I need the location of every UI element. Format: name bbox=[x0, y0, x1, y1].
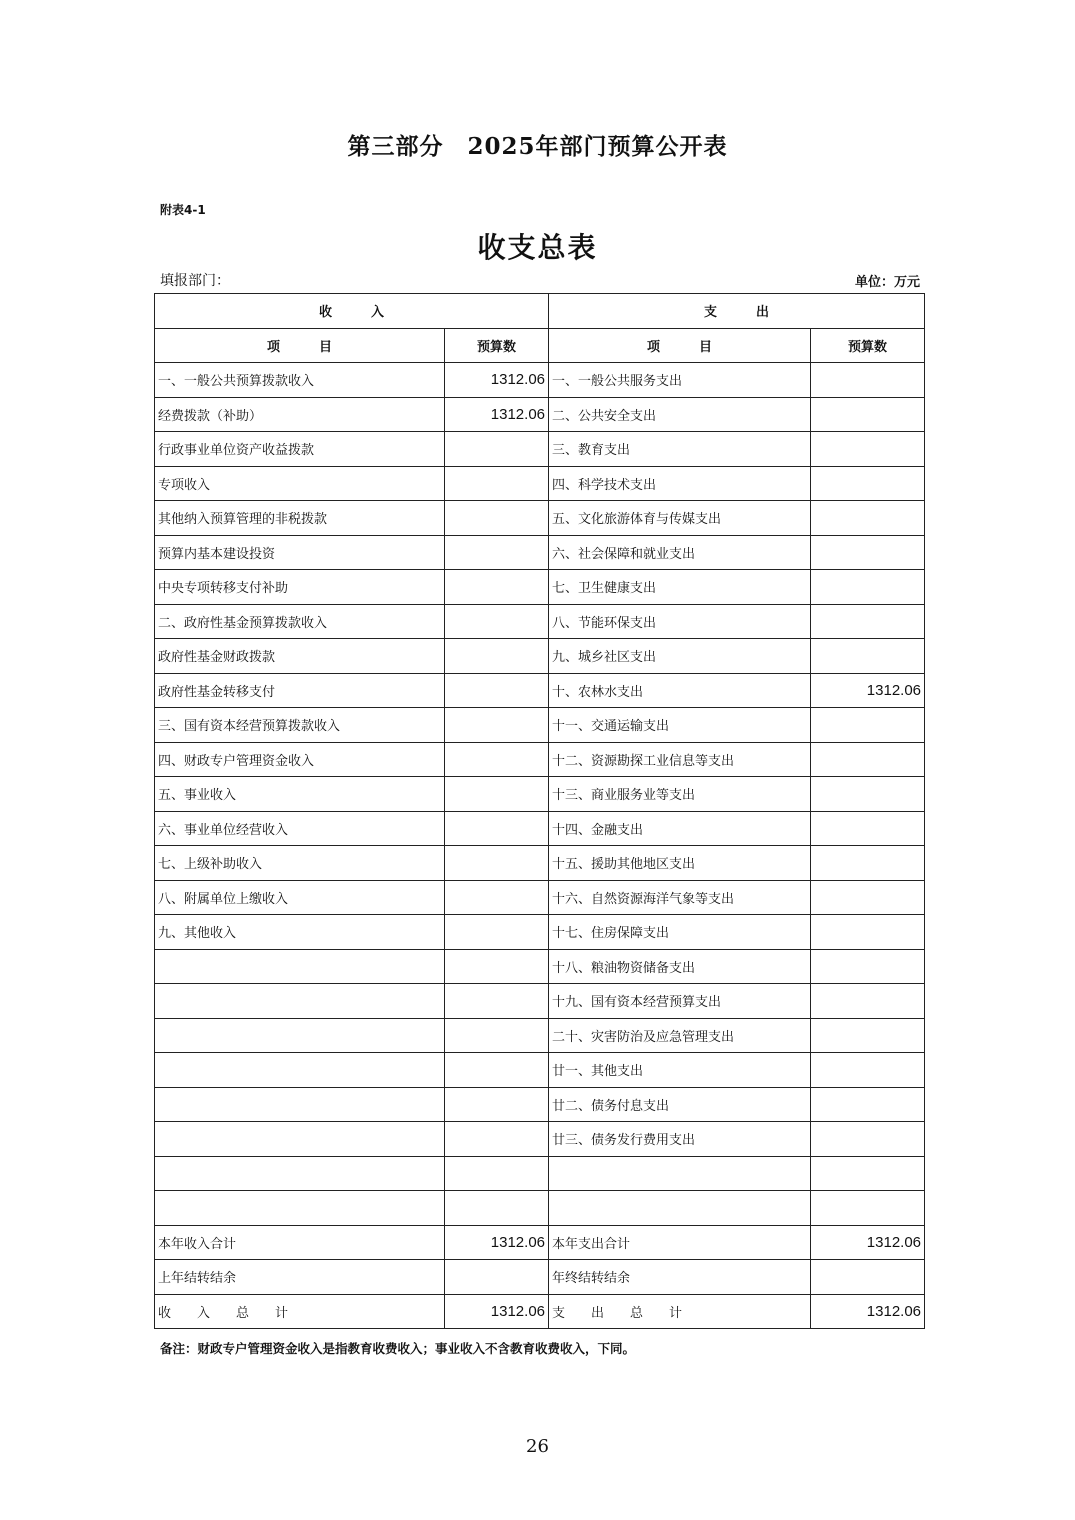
income-amount-cell bbox=[445, 708, 549, 743]
income-item-cell bbox=[155, 1018, 445, 1053]
income-item-cell: 上年结转结余 bbox=[155, 1260, 445, 1295]
expense-item-cell: 一、一般公共服务支出 bbox=[549, 363, 811, 398]
table-row bbox=[155, 1122, 925, 1157]
income-amount-cell bbox=[445, 570, 549, 605]
expense-amount-cell bbox=[811, 846, 925, 881]
table-row bbox=[155, 1260, 925, 1295]
income-amount-cell bbox=[445, 742, 549, 777]
income-item-cell: 其他纳入预算管理的非税拨款 bbox=[155, 501, 445, 536]
income-item-cell: 三、国有资本经营预算拨款收入 bbox=[155, 708, 445, 743]
expense-budget-header: 预算数 bbox=[811, 328, 925, 363]
income-amount-cell bbox=[445, 1156, 549, 1191]
attachment-number: 附表4-1 bbox=[160, 203, 206, 217]
income-item-cell bbox=[155, 949, 445, 984]
income-amount-cell: 1312.06 bbox=[445, 1294, 549, 1329]
income-amount-cell: 1312.06 bbox=[445, 363, 549, 398]
income-amount-cell bbox=[445, 1260, 549, 1295]
income-amount-cell bbox=[445, 1087, 549, 1122]
table-row bbox=[155, 432, 925, 467]
expense-amount-cell bbox=[811, 1122, 925, 1157]
expense-amount-cell bbox=[811, 570, 925, 605]
expense-amount-cell bbox=[811, 1018, 925, 1053]
table-row bbox=[155, 604, 925, 639]
income-item-cell: 行政事业单位资产收益拨款 bbox=[155, 432, 445, 467]
expense-amount-cell bbox=[811, 880, 925, 915]
income-amount-cell bbox=[445, 949, 549, 984]
expense-item-cell: 二十、灾害防治及应急管理支出 bbox=[549, 1018, 811, 1053]
income-item-cell: 八、附属单位上缴收入 bbox=[155, 880, 445, 915]
table-row bbox=[155, 535, 925, 570]
income-amount-cell: 1312.06 bbox=[445, 397, 549, 432]
table-row bbox=[155, 915, 925, 950]
income-amount-cell bbox=[445, 673, 549, 708]
expense-amount-cell bbox=[811, 639, 925, 674]
table-row bbox=[155, 742, 925, 777]
income-amount-cell bbox=[445, 777, 549, 812]
income-item-cell bbox=[155, 1122, 445, 1157]
income-item-cell: 政府性基金转移支付 bbox=[155, 673, 445, 708]
table-row bbox=[155, 570, 925, 605]
expense-amount-cell bbox=[811, 466, 925, 501]
expense-amount-cell: 1312.06 bbox=[811, 1294, 925, 1329]
table-row bbox=[155, 1225, 925, 1260]
expense-amount-cell bbox=[811, 1260, 925, 1295]
income-amount-cell bbox=[445, 1122, 549, 1157]
income-item-cell: 预算内基本建设投资 bbox=[155, 535, 445, 570]
unit-label: 单位：万元 bbox=[854, 275, 920, 290]
expense-item-cell: 支 出 总 计 bbox=[549, 1294, 811, 1329]
expense-item-cell: 廿三、债务发行费用支出 bbox=[549, 1122, 811, 1157]
footnote: 备注：财政专户管理资金收入是指教育收费收入；事业收入不含教育收费收入，下同。 bbox=[160, 1341, 636, 1356]
expense-item-cell: 七、卫生健康支出 bbox=[549, 570, 811, 605]
expense-amount-cell bbox=[811, 432, 925, 467]
expense-item-cell: 八、节能环保支出 bbox=[549, 604, 811, 639]
table-row bbox=[155, 949, 925, 984]
expense-amount-cell: 1312.06 bbox=[811, 1225, 925, 1260]
table-row bbox=[155, 466, 925, 501]
expense-amount-cell bbox=[811, 1053, 925, 1088]
income-item-cell: 收 入 总 计 bbox=[155, 1294, 445, 1329]
expense-amount-cell bbox=[811, 604, 925, 639]
income-amount-cell bbox=[445, 1053, 549, 1088]
table-row bbox=[155, 1053, 925, 1088]
table-body bbox=[155, 363, 925, 1329]
expense-amount-cell bbox=[811, 1087, 925, 1122]
expense-amount-cell bbox=[811, 984, 925, 1019]
expense-item-cell: 廿二、债务付息支出 bbox=[549, 1087, 811, 1122]
income-amount-cell bbox=[445, 880, 549, 915]
income-amount-cell bbox=[445, 535, 549, 570]
expense-item-cell: 十三、商业服务业等支出 bbox=[549, 777, 811, 812]
income-item-cell: 九、其他收入 bbox=[155, 915, 445, 950]
department-label: 填报部门： bbox=[160, 273, 230, 289]
table-row bbox=[155, 1087, 925, 1122]
expense-amount-cell bbox=[811, 811, 925, 846]
expense-item-cell: 廿一、其他支出 bbox=[549, 1053, 811, 1088]
expense-amount-cell bbox=[811, 1191, 925, 1226]
expense-item-cell: 九、城乡社区支出 bbox=[549, 639, 811, 674]
income-item-cell: 七、上级补助收入 bbox=[155, 846, 445, 881]
page-number: 26 bbox=[526, 1436, 549, 1457]
expense-amount-cell bbox=[811, 397, 925, 432]
income-amount-cell bbox=[445, 811, 549, 846]
expense-amount-cell bbox=[811, 535, 925, 570]
table-row bbox=[155, 880, 925, 915]
income-item-cell: 中央专项转移支付补助 bbox=[155, 570, 445, 605]
table-row bbox=[155, 846, 925, 881]
income-item-cell bbox=[155, 1191, 445, 1226]
expense-section-header: 支 出 bbox=[549, 294, 925, 329]
expense-amount-cell: 1312.06 bbox=[811, 673, 925, 708]
expense-item-cell: 十四、金融支出 bbox=[549, 811, 811, 846]
income-amount-cell bbox=[445, 432, 549, 467]
income-amount-cell: 1312.06 bbox=[445, 1225, 549, 1260]
income-item-cell bbox=[155, 1156, 445, 1191]
expense-item-cell: 五、文化旅游体育与传媒支出 bbox=[549, 501, 811, 536]
income-item-cell: 专项收入 bbox=[155, 466, 445, 501]
expense-item-cell: 本年支出合计 bbox=[549, 1225, 811, 1260]
expense-amount-cell bbox=[811, 708, 925, 743]
expense-item-cell: 二、公共安全支出 bbox=[549, 397, 811, 432]
income-item-cell bbox=[155, 1087, 445, 1122]
table-row bbox=[155, 984, 925, 1019]
income-amount-cell bbox=[445, 846, 549, 881]
income-item-cell: 六、事业单位经营收入 bbox=[155, 811, 445, 846]
expense-item-cell bbox=[549, 1156, 811, 1191]
table-row bbox=[155, 777, 925, 812]
income-amount-cell bbox=[445, 639, 549, 674]
expense-amount-cell bbox=[811, 742, 925, 777]
income-amount-cell bbox=[445, 604, 549, 639]
expense-item-cell: 十八、粮油物资储备支出 bbox=[549, 949, 811, 984]
table-row bbox=[155, 363, 925, 398]
expense-item-cell: 年终结转结余 bbox=[549, 1260, 811, 1295]
page-title: 第三部分 2025年部门预算公开表 bbox=[347, 133, 728, 160]
table-header-row-sections bbox=[155, 294, 925, 329]
table-row bbox=[155, 501, 925, 536]
income-amount-cell bbox=[445, 466, 549, 501]
expense-item-cell: 十六、自然资源海洋气象等支出 bbox=[549, 880, 811, 915]
table-header-row-columns bbox=[155, 328, 925, 363]
income-item-cell bbox=[155, 1053, 445, 1088]
expense-item-cell: 十一、交通运输支出 bbox=[549, 708, 811, 743]
expense-item-cell bbox=[549, 1191, 811, 1226]
expense-item-header: 项 目 bbox=[549, 328, 811, 363]
table-row bbox=[155, 1294, 925, 1329]
expense-item-cell: 十二、资源勘探工业信息等支出 bbox=[549, 742, 811, 777]
income-amount-cell bbox=[445, 1191, 549, 1226]
expense-item-cell: 六、社会保障和就业支出 bbox=[549, 535, 811, 570]
income-item-cell: 经费拨款（补助） bbox=[155, 397, 445, 432]
table-row bbox=[155, 708, 925, 743]
income-item-cell: 本年收入合计 bbox=[155, 1225, 445, 1260]
income-item-cell: 五、事业收入 bbox=[155, 777, 445, 812]
expense-amount-cell bbox=[811, 501, 925, 536]
income-budget-header: 预算数 bbox=[445, 328, 549, 363]
table-row bbox=[155, 1156, 925, 1191]
expense-item-cell: 四、科学技术支出 bbox=[549, 466, 811, 501]
expense-item-cell: 十七、住房保障支出 bbox=[549, 915, 811, 950]
expense-amount-cell bbox=[811, 949, 925, 984]
table-row bbox=[155, 397, 925, 432]
table-row bbox=[155, 811, 925, 846]
income-amount-cell bbox=[445, 501, 549, 536]
revenue-expenditure-table bbox=[154, 293, 925, 1329]
income-item-cell: 政府性基金财政拨款 bbox=[155, 639, 445, 674]
expense-amount-cell bbox=[811, 363, 925, 398]
income-amount-cell bbox=[445, 1018, 549, 1053]
income-item-cell: 一、一般公共预算拨款收入 bbox=[155, 363, 445, 398]
table-row bbox=[155, 1191, 925, 1226]
income-amount-cell bbox=[445, 984, 549, 1019]
income-item-cell bbox=[155, 984, 445, 1019]
table-row bbox=[155, 1018, 925, 1053]
expense-item-cell: 十、农林水支出 bbox=[549, 673, 811, 708]
expense-amount-cell bbox=[811, 1156, 925, 1191]
income-section-header: 收 入 bbox=[155, 294, 549, 329]
income-amount-cell bbox=[445, 915, 549, 950]
expense-item-cell: 十五、援助其他地区支出 bbox=[549, 846, 811, 881]
table-row bbox=[155, 639, 925, 674]
expense-item-cell: 三、教育支出 bbox=[549, 432, 811, 467]
expense-item-cell: 十九、国有资本经营预算支出 bbox=[549, 984, 811, 1019]
expense-amount-cell bbox=[811, 915, 925, 950]
table-row bbox=[155, 673, 925, 708]
income-item-header: 项 目 bbox=[155, 328, 445, 363]
income-item-cell: 四、财政专户管理资金收入 bbox=[155, 742, 445, 777]
table-title: 收支总表 bbox=[477, 231, 598, 264]
expense-amount-cell bbox=[811, 777, 925, 812]
income-item-cell: 二、政府性基金预算拨款收入 bbox=[155, 604, 445, 639]
